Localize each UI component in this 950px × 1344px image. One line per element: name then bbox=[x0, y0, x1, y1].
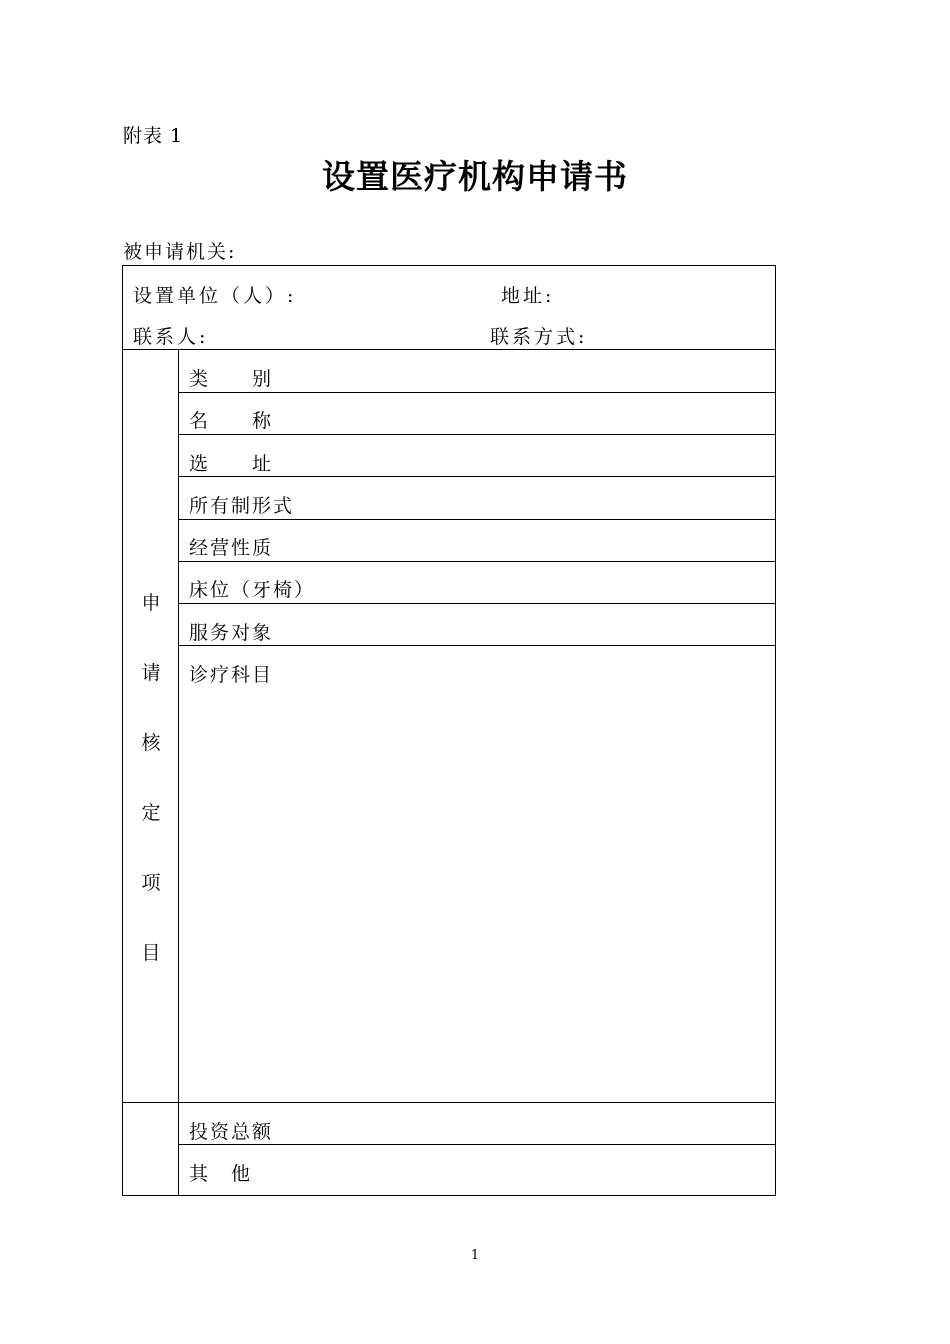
row-label-beds: 床位（牙椅） bbox=[189, 579, 316, 601]
row-divider bbox=[178, 1144, 775, 1145]
row-label-ownership: 所有制形式 bbox=[189, 495, 295, 517]
row-label-service-target: 服务对象 bbox=[189, 622, 274, 644]
vertical-label-char: 定 bbox=[141, 802, 161, 824]
vertical-label-char: 目 bbox=[141, 942, 161, 964]
row-divider bbox=[178, 476, 775, 477]
row-divider bbox=[178, 561, 775, 562]
contact-label: 联系人: bbox=[133, 326, 209, 348]
attachment-label: 附表 1 bbox=[123, 125, 184, 147]
row-divider bbox=[178, 392, 775, 393]
application-form-table bbox=[122, 265, 776, 1196]
section-divider bbox=[123, 1102, 775, 1103]
row-label-business-nature: 经营性质 bbox=[189, 537, 274, 559]
row-label-total-investment: 投资总额 bbox=[189, 1121, 274, 1143]
row-label-other: 其 他 bbox=[189, 1163, 253, 1185]
vertical-label-char: 核 bbox=[141, 732, 161, 754]
page-title: 设置医疗机构申请书 bbox=[322, 157, 628, 196]
row-label-category: 类 别 bbox=[189, 368, 274, 390]
authority-label: 被申请机关: bbox=[123, 241, 237, 263]
unit-label: 设置单位（人）: bbox=[133, 285, 297, 307]
address-label: 地址: bbox=[501, 285, 555, 307]
row-divider bbox=[178, 519, 775, 520]
header-divider bbox=[123, 349, 775, 350]
vertical-label-char: 申 bbox=[141, 592, 161, 614]
row-label-site: 选 址 bbox=[189, 453, 274, 475]
row-divider bbox=[178, 645, 775, 646]
contact-method-label: 联系方式: bbox=[490, 326, 588, 348]
page-number: 1 bbox=[470, 1248, 480, 1263]
row-label-name: 名 称 bbox=[189, 410, 274, 432]
row-divider bbox=[178, 603, 775, 604]
vertical-label-char: 项 bbox=[141, 872, 161, 894]
vertical-label-char: 请 bbox=[141, 662, 161, 684]
row-divider bbox=[178, 434, 775, 435]
row-label-departments: 诊疗科目 bbox=[189, 664, 274, 686]
